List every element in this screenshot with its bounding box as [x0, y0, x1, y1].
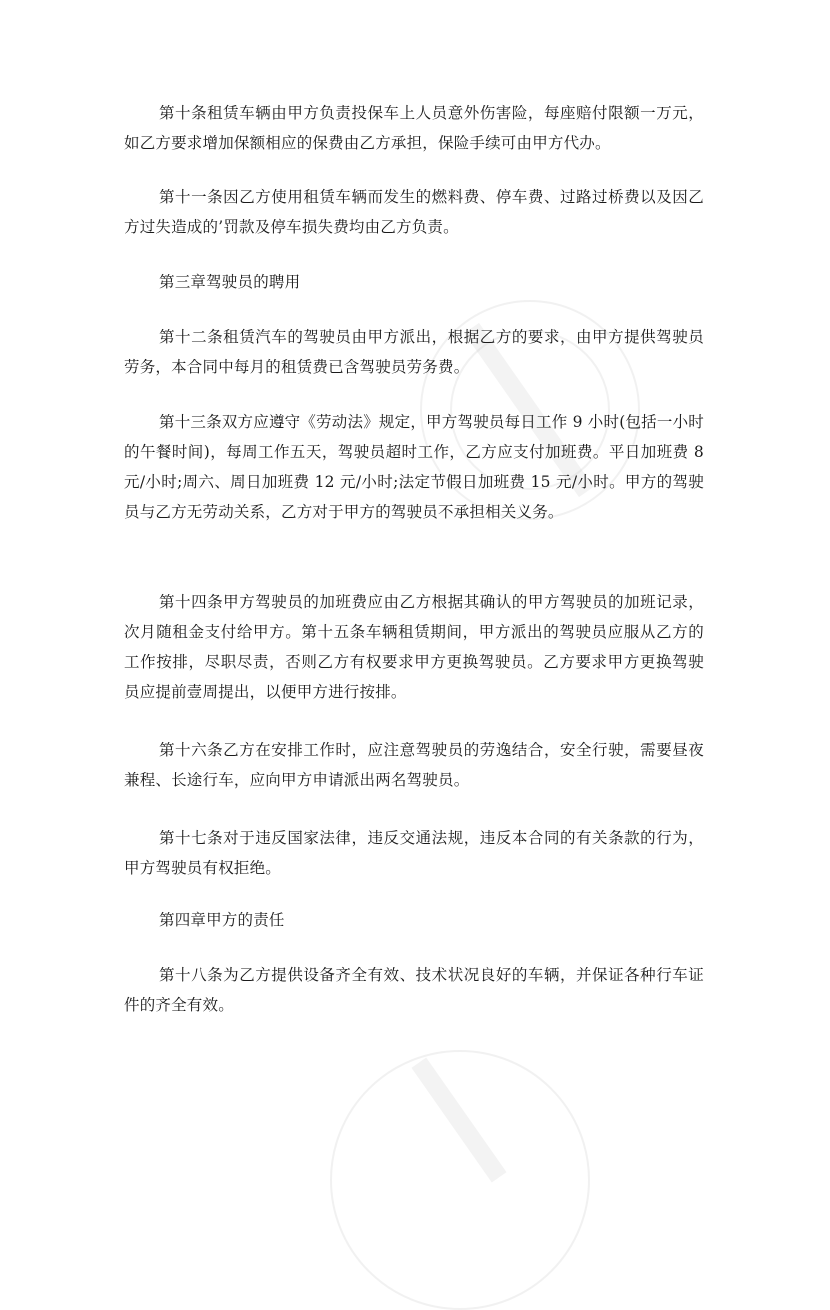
clause-12: 第十二条租赁汽车的驾驶员由甲方派出，根据乙方的要求，由甲方提供驾驶员劳务，本合同中每月的租赁费已含驾驶员劳务费。 [124, 328, 704, 376]
chapter-4-heading: 第四章甲方的责任 [159, 911, 285, 929]
clause-18: 第十八条为乙方提供设备齐全有效、技术状况良好的车辆，并保证各种行车证件的齐全有效。 [124, 966, 704, 1014]
clause-11: 第十一条因乙方使用租赁车辆而发生的燃料费、停车费、过路过桥费以及因乙方过失造成的’罚款及停车损失费均由乙方负责。 [124, 188, 704, 236]
clause-10: 第十条租赁车辆由甲方负责投保车上人员意外伤害险，每座赔付限额一万元，如乙方要求增加保额相应的保费由乙方承担，保险手续可由甲方代办。 [124, 104, 704, 152]
clause-16: 第十六条乙方在安排工作时，应注意驾驶员的劳逸结合，安全行驶，需要昼夜兼程、长途行车，应向甲方申请派出两名驾驶员。 [124, 741, 704, 789]
clause-14-15: 第十四条甲方驾驶员的加班费应由乙方根据其确认的甲方驾驶员的加班记录，次月随租金支付给甲方。第十五条车辆租赁期间，甲方派出的驾驶员应服从乙方的工作按排，尽职尽责，否则乙方有权要求甲方更换驾驶员。乙方要求甲方更换驾驶员应提前壹周提出，以便甲方进行按排。 [124, 593, 704, 701]
watermark-seal-bottom [330, 1050, 590, 1190]
clause-13: 第十三条双方应遵守《劳动法》规定，甲方驾驶员每日工作 9 小时(包括一小时的午餐时间)，每周工作五天，驾驶员超时工作，乙方应支付加班费。平日加班费 8 元/小时;周六、周日加班费 12 元/小时;法定节假日加班费 15 元/小时。甲方的驾驶员与乙方无劳动关系，乙方对于甲方的驾驶员不承担相关义务。 [124, 413, 704, 521]
chapter-3-heading: 第三章驾驶员的聘用 [159, 273, 301, 291]
clause-17: 第十七条对于违反国家法律，违反交通法规，违反本合同的有关条款的行为，甲方驾驶员有权拒绝。 [124, 829, 704, 877]
